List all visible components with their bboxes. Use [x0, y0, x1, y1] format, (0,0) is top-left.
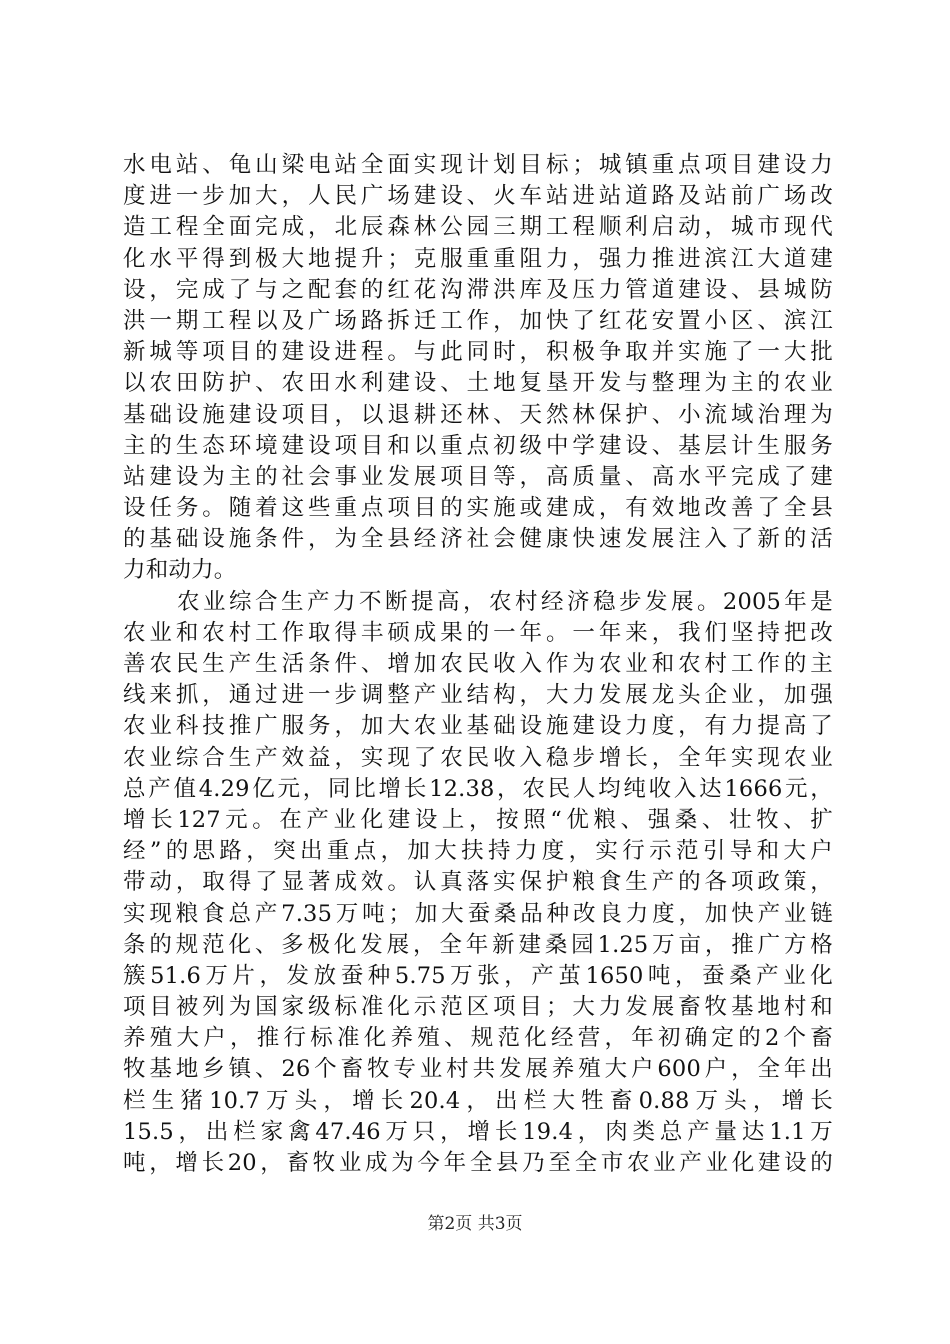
- page-footer: 第2页 共3页: [427, 1214, 523, 1234]
- text-line: 养殖大户，推行标准化养殖、规范化经营，年初确定的2个畜: [123, 1025, 833, 1052]
- text-line: 增长127元。在产业化建设上，按照“优粮、强桑、壮牧、扩: [123, 806, 833, 833]
- text-line: 牧基地乡镇、26个畜牧专业村共发展养殖大户600户，全年出: [123, 1056, 833, 1083]
- text-line: 农业综合生产效益，实现了农民收入稳步增长，全年实现农业: [123, 744, 833, 771]
- text-line: 的基础设施条件，为全县经济社会健康快速发展注入了新的活: [123, 526, 833, 553]
- text-line: 洪一期工程以及广场路拆迁工作，加快了红花安置小区、滨江: [123, 307, 833, 334]
- paragraph: [123, 150, 833, 587]
- text-line: 主的生态环境建设项目和以重点初级中学建设、基层计生服务: [123, 432, 833, 459]
- text-line: 水电站、龟山梁电站全面实现计划目标；城镇重点项目建设力: [123, 152, 833, 178]
- text-line: 实现粮食总产7.35万吨；加大蚕桑品种改良力度，加快产业链: [123, 900, 833, 927]
- text-line: 站建设为主的社会事业发展项目等，高质量、高水平完成了建: [123, 463, 833, 490]
- text-line: 善农民生产生活条件、增加农民收入作为农业和农村工作的主: [123, 651, 833, 677]
- paragraph: [123, 587, 833, 1180]
- text-line: 15.5，出栏家禽47.46万只，增长19.4，肉类总产量达1.1万: [123, 1118, 833, 1145]
- text-line: 农业综合生产力不断提高，农村经济稳步发展。2005年是: [177, 588, 833, 615]
- text-line: 条的规范化、多极化发展，全年新建桑园1.25万亩，推广方格: [123, 931, 833, 958]
- text-line: 化水平得到极大地提升；克服重重阻力，强力推进滨江大道建: [123, 245, 833, 272]
- text-line: 带动，取得了显著成效。认真落实保护粮食生产的各项政策，: [123, 869, 833, 896]
- text-line: 新城等项目的建设进程。与此同时，积极争取并实施了一大批: [123, 339, 833, 366]
- text-line: 造工程全面完成，北辰森林公园三期工程顺利启动，城市现代: [123, 214, 833, 241]
- text-line: 设任务。随着这些重点项目的实施或建成，有效地改善了全县: [123, 495, 833, 522]
- text-line: 经”的思路，突出重点，加大扶持力度，实行示范引导和大户: [123, 838, 833, 865]
- text-line: 项目被列为国家级标准化示范区项目；大力发展畜牧基地村和: [123, 994, 833, 1021]
- text-line: 栏生猪10.7万头，增长20.4，出栏大牲畜0.88万头，增长: [123, 1087, 833, 1114]
- text-line: 设，完成了与之配套的红花沟滞洪库及压力管道建设、县城防: [123, 276, 833, 303]
- text-line: 基础设施建设项目，以退耕还林、天然林保护、小流域治理为: [123, 401, 833, 428]
- text-line: 线来抓，通过进一步调整产业结构，大力发展龙头企业，加强: [123, 682, 833, 709]
- text-line: 总产值4.29亿元，同比增长12.38，农民人均纯收入达1666元，: [123, 775, 833, 802]
- text-line: 吨，增长20，畜牧业成为今年全县乃至全市农业产业化建设的: [123, 1150, 833, 1176]
- text-line: 度进一步加大，人民广场建设、火车站进站道路及站前广场改: [123, 183, 833, 210]
- text-line: 力和动力。: [123, 557, 237, 584]
- text-line: 以农田防护、农田水利建设、土地复垦开发与整理为主的农业: [123, 370, 833, 397]
- text-line: 农业科技推广服务，加大农业基础设施建设力度，有力提高了: [123, 713, 833, 740]
- text-line: 农业和农村工作取得丰硕成果的一年。一年来，我们坚持把改: [123, 619, 833, 646]
- text-line: 簇51.6万片，发放蚕种5.75万张，产茧1650吨，蚕桑产业化: [123, 962, 833, 989]
- body-text: [123, 150, 833, 1179]
